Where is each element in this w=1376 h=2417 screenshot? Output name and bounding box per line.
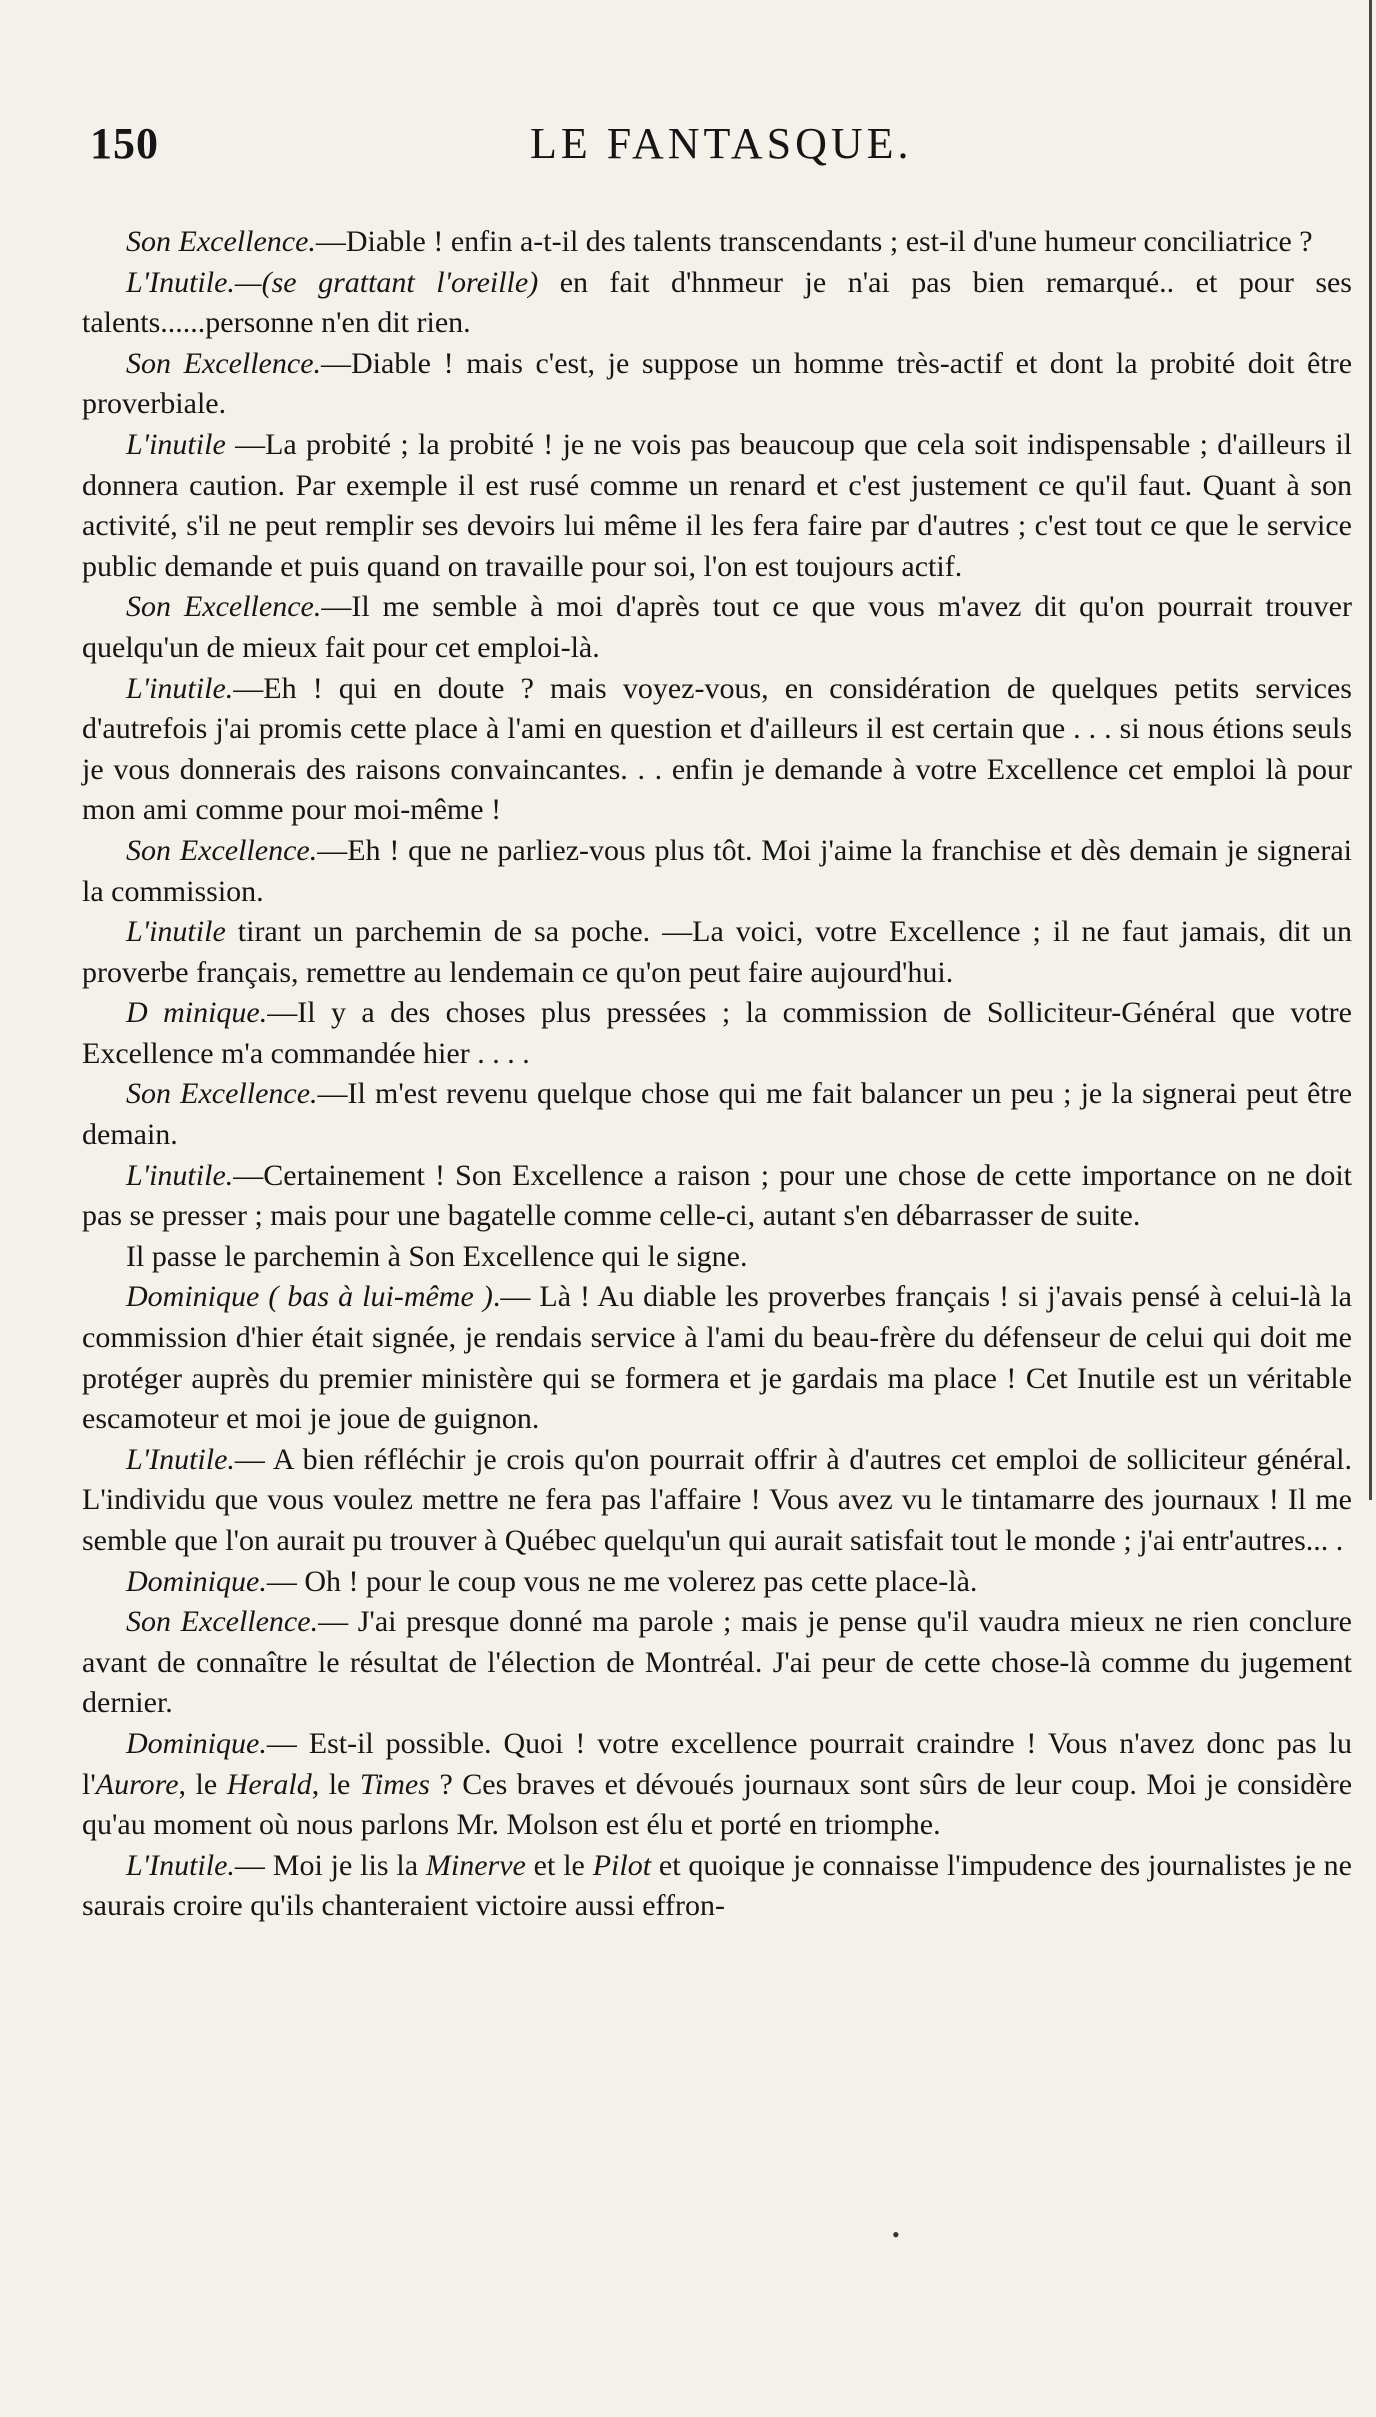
speaker: L'Inutile. [126,1442,235,1476]
speech: —Eh ! qui en doute ? mais voyez-vous, en considération de quelques petits services d'autrefois j'ai promis cette place à l'ami en question et d'ailleurs il est certain que . . . si nous étions seuls je vous donnerais des raisons convaincantes. . . enfin je demande à votre Excellence cet emploi là pour mon ami comme pour moi-même ! [82,671,1352,827]
body-text [82,222,1352,1927]
speech: — Est-il possible. Quoi ! votre excellence pourrait craindre ! Vous n'avez donc pas lu l' [82,1726,1352,1801]
paragraph [82,344,1352,425]
paragraph [82,222,1352,263]
page-edge-rule [1369,0,1372,1500]
paragraph [82,1074,1352,1155]
speech: — A bien réfléchir je crois qu'on pourrait offrir à d'autres cet emploi de solliciteur général. L'individu que vous voulez mettre ne fera pas l'affaire ! Vous avez vu le tintamarre des journaux ! Il me semble que l'on aurait pu trouver à Québec quelqu'un qui aurait satisfait tout le monde ; j'ai entr'autres... . [82,1442,1352,1557]
speech: —Il me semble à moi d'après tout ce que vous m'avez dit qu'on pourrait trouver quelqu'un de mieux fait pour cet emploi-là. [82,590,1352,664]
speech: .— Là ! Au diable les proverbes français ! si j'avais pensé à celui-là la commission d'hier était signée, je rendais service à l'ami du beau-frère du défenseur de celui qui doit me protéger auprès du premier ministère qui se formera et je gardais ma place ! Cet Inutile est un véritable escamoteur et moi je joue de guignon. [82,1280,1352,1436]
newspaper-title: Pilot [592,1848,652,1882]
speech: en fait d'hnmeur je n'ai pas bien remarqué.. et pour ses talents......personne n'en dit rien. [82,265,1352,340]
paragraph: L'Inutile.— Moi je lis la Minerve et le Pilot et quoique je connaisse l'impudence des journalistes je ne saurais croire qu'ils chanteraient victoire aussi effron- [82,1848,1352,1923]
paragraph [82,912,1352,993]
speech: et quoique je connaisse l'impudence des journalistes je ne saurais croire qu'ils chanteraient victoire aussi effron- [82,1848,1352,1923]
paragraph [82,1440,1352,1562]
speaker: L'Inutile. [126,265,235,299]
speaker: Son Excellence. [126,225,316,258]
paragraph [82,1277,1352,1439]
speech: —Diable ! enfin a-t-il des talents transcendants ; est-il d'une humeur conciliatrice ? [315,225,1313,258]
stage-note: Il passe le parchemin à Son Excellence qui le signe. [126,1239,748,1273]
stage-direction: ( bas à lui-même ) [268,1280,493,1314]
speech: ? Ces braves et dévoués journaux sont sûrs de leur coup. Moi je considère qu'au moment où nous parlons Mr. Molson est élu et porté en triomphe. [82,1767,1353,1842]
paragraph [82,993,1352,1074]
newspaper-title: Herald [226,1767,312,1801]
speaker: Son Excellence. [126,1077,318,1111]
speaker: L'inutile [126,427,226,461]
running-title: LE FANTASQUE. [530,119,913,168]
speech: —Diable ! mais c'est, je suppose un homme très-actif et dont la probité doit être proverbiale. [82,346,1353,421]
speaker: L'Inutile. [126,1848,235,1882]
speech: — J'ai presque donné ma parole ; mais je pense qu'il vaudra mieux ne rien conclure avant de connaître le résultat de l'élection de Montréal. J'ai peur de cette chose-là comme du jugement dernier. [82,1605,1352,1720]
speaker: L'inutile. [126,671,234,705]
paragraph [82,669,1352,831]
paragraph [82,1237,1352,1278]
paragraph [82,1562,1352,1603]
speaker: L'inutile [126,915,226,949]
speaker: D minique. [126,996,268,1030]
speaker: Son Excellence. [126,590,322,624]
page-header [90,118,1370,178]
paragraph [82,1156,1352,1237]
speaker: Son Excellence. [126,833,318,867]
speech: —Il m'est revenu quelque chose qui me fait balancer un peu ; je la signerai peut être demain. [82,1077,1353,1152]
newspaper-title: Minerve [425,1848,526,1882]
ink-speck: • [892,2222,900,2247]
speech: —La probité ; la probité ! je ne vois pas beaucoup que cela soit indispensable ; d'ailleurs il donnera caution. Par exemple il est rusé comme un renard et c'est justement ce qu'il faut. Quant à son activité, s'il ne peut remplir ses devoirs lui même il les fera faire par d'autres ; c'est tout ce que le service public demande et puis quand on travaille pour soi, l'on est toujours actif. [82,427,1352,583]
speaker: Dominique. [126,1564,267,1598]
speaker: Dominique. [126,1726,267,1760]
speaker: Dominique [126,1280,260,1314]
paragraph: Dominique.— Est-il possible. Quoi ! votre excellence pourrait craindre ! Vous n'avez donc pas lu l'Aurore, le Herald, le Times ? Ces braves et dévoués journaux sont sûrs de leur coup. Moi je considère qu'au moment où nous parlons Mr. Molson est élu et porté en triomphe. [82,1726,1353,1842]
speech: — Moi je lis la [234,1848,426,1882]
stage-direction: —(se grattant l'oreille) [234,265,539,299]
speaker: L'inutile. [126,1158,234,1192]
paragraph [82,1602,1352,1724]
speech: —Certainement ! Son Excellence a raison ; pour une chose de cette importance on ne doit pas se presser ; mais pour une bagatelle comme celle-ci, autant s'en débarrasser de suite. [82,1158,1352,1233]
page-number: 150 [90,119,159,168]
speaker: Son Excellence. [126,346,322,380]
newspaper-title: Times [359,1767,430,1801]
paragraph [82,425,1352,587]
speech: — Oh ! pour le coup vous ne me volerez pas cette place-là. [266,1564,978,1598]
paragraph [82,587,1352,668]
newspaper-title: Aurore [95,1767,179,1801]
speech: —Il y a des choses plus pressées ; la commission de Solliciteur-Général que votre Excellence m'a commandée hier . . . . [82,996,1352,1070]
speech: —Eh ! que ne parliez-vous plus tôt. Moi j'aime la franchise et dès demain je signerai la commission. [82,833,1352,908]
paragraph [82,263,1352,344]
paragraph [82,831,1352,912]
speaker: Son Excellence. [126,1605,319,1639]
speech: tirant un parchemin de sa poche. —La voici, votre Excellence ; il ne faut jamais, dit un proverbe français, remettre au lendemain ce qu'on peut faire aujourd'hui. [82,915,1352,989]
